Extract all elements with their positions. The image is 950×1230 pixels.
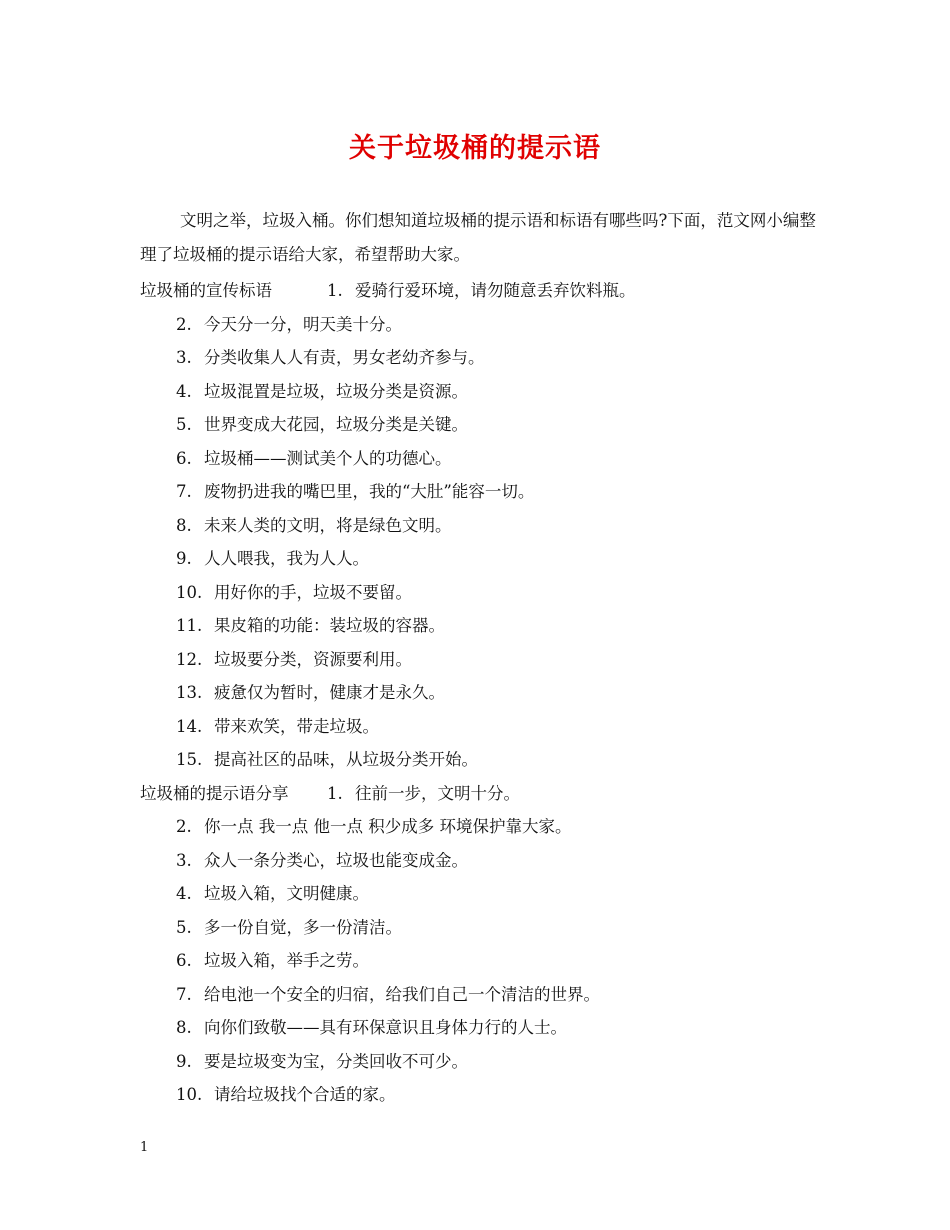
list-item-number: 2. <box>176 314 192 334</box>
intro-paragraph: 文明之举，垃圾入桶。你们想知道垃圾桶的提示语和标语有哪些吗?下面，范文网小编整理了垃圾桶的提示语给大家，希望帮助大家。 <box>140 211 816 264</box>
list-item <box>176 548 369 570</box>
list-item-text: 垃圾混置是垃圾，垃圾分类是资源。 <box>204 381 468 401</box>
page-number: 1 <box>140 1140 149 1155</box>
list-item-text: 疲惫仅为暂时，健康才是永久。 <box>214 683 445 702</box>
list-item-number: 7. <box>176 984 192 1004</box>
list-item-number: 5. <box>176 415 192 434</box>
list-item <box>176 883 369 905</box>
list-item-text: 众人一条分类心，垃圾也能变成金。 <box>204 850 468 870</box>
section-heading: 垃圾桶的宣传标语 <box>140 281 272 300</box>
list-item-number: 9. <box>176 549 192 568</box>
list-item-text: 垃圾桶——测试美个人的功德心。 <box>204 448 452 468</box>
list-item-text: 要是垃圾变为宝，分类回收不可少。 <box>204 1051 468 1071</box>
list-item <box>176 1051 468 1073</box>
list-item-number: 10. <box>176 582 203 602</box>
list-item-text: 你一点 我一点 他一点 积少成多 环境保护靠大家。 <box>204 817 572 836</box>
list-item-text: 多一份自觉，多一份清洁。 <box>204 917 402 937</box>
list-item <box>176 448 452 470</box>
list-item-number: 8. <box>176 515 192 535</box>
list-item-number: 3. <box>176 850 192 870</box>
list-item-text: 分类收集人人有责，男女老幼齐参与。 <box>204 348 485 367</box>
list-item-text: 请给垃圾找个合适的家。 <box>214 1085 396 1104</box>
list-item-text: 废物扔进我的嘴巴里，我的“大肚”能容一切。 <box>204 482 535 501</box>
list-item-text: 给电池一个安全的归宿，给我们自己一个清洁的世界。 <box>204 984 600 1004</box>
list-item <box>176 682 445 704</box>
list-item-number: 4. <box>176 884 192 903</box>
list-item-number: 1. <box>327 281 343 300</box>
list-item <box>176 816 571 838</box>
list-item-number: 11. <box>176 616 203 635</box>
list-item <box>176 615 445 637</box>
list-item-number: 12. <box>176 649 203 669</box>
list-item-number: 4. <box>176 381 192 401</box>
list-item <box>176 716 379 738</box>
list-item-text: 果皮箱的功能：装垃圾的容器。 <box>214 616 445 635</box>
list-item-number: 8. <box>176 1018 192 1037</box>
list-item-number: 2. <box>176 817 192 836</box>
list-item-number: 14. <box>176 716 203 736</box>
list-item <box>176 582 412 604</box>
page-title: 关于垃圾桶的提示语 <box>349 133 601 164</box>
list-item-text: 垃圾要分类，资源要利用。 <box>214 649 412 669</box>
list-item-text: 人人喂我，我为人人。 <box>204 549 369 568</box>
list-item-text: 往前一步，文明十分。 <box>355 783 520 803</box>
list-item-number: 6. <box>176 448 192 468</box>
list-item-number: 6. <box>176 951 192 970</box>
list-item-text: 垃圾入箱，举手之劳。 <box>204 951 369 970</box>
list-item-number: 13. <box>176 683 203 702</box>
list-item-text: 世界变成大花园，垃圾分类是关键。 <box>204 415 468 434</box>
list-item-number: 9. <box>176 1051 192 1071</box>
list-item <box>176 1084 396 1106</box>
list-item-text: 带来欢笑，带走垃圾。 <box>214 716 379 736</box>
section1-heading-row <box>140 280 636 302</box>
list-item <box>176 749 478 771</box>
list-item-number: 3. <box>176 348 192 367</box>
list-item <box>176 515 452 537</box>
list-item <box>176 1017 567 1039</box>
list-item-number: 1. <box>327 783 343 803</box>
list-item <box>176 649 412 671</box>
list-item <box>176 950 369 972</box>
list-item <box>176 414 468 436</box>
list-item-number: 7. <box>176 482 192 501</box>
list-item <box>176 481 534 503</box>
list-item <box>176 984 600 1006</box>
list-item <box>176 917 402 939</box>
section-heading: 垃圾桶的提示语分享 <box>140 783 289 803</box>
list-item-number: 10. <box>176 1085 203 1104</box>
list-item-text: 提高社区的品味，从垃圾分类开始。 <box>214 750 478 769</box>
list-item-text: 今天分一分，明天美十分。 <box>204 314 402 334</box>
list-item <box>176 314 402 336</box>
section2-heading-row <box>140 783 520 805</box>
list-item-text: 向你们致敬——具有环保意识且身体力行的人士。 <box>204 1018 567 1037</box>
list-item <box>176 850 468 872</box>
list-item-text: 用好你的手，垃圾不要留。 <box>214 582 412 602</box>
list-item-number: 15. <box>176 750 203 769</box>
list-item-text: 垃圾入箱，文明健康。 <box>204 884 369 903</box>
list-item-text: 未来人类的文明，将是绿色文明。 <box>204 515 452 535</box>
list-item-text: 爱骑行爱环境，请勿随意丢弃饮料瓶。 <box>355 281 636 300</box>
list-item-number: 5. <box>176 917 192 937</box>
list-item <box>176 381 468 403</box>
list-item <box>176 347 485 369</box>
